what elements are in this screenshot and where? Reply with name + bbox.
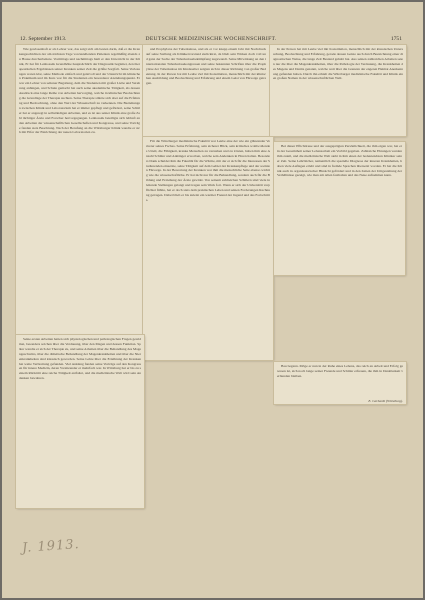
column-text: Bei dieser Pflichttreue und der ausgeprägten Persönlichkeit, die ihm eigen war, hat er in der Gesamtheit seiner Lebensarbeit ein Vorbild gegeben. Zahlreiche Ehrungen wurden ihm zuteil, und die medizinische Welt sieht in ihm einen der bedeutendsten Kliniker seiner Zeit. Seine Lehrbücher, namentlich die spezielle Diagnose der inneren Krankheiten, haben viele Auflagen erlebt und sind in fremde Sprachen übersetzt worden. Er hat die Klinik auch in organisatorischer Hinsicht gefördert und in den Zeiten der Umgestaltung der Verhältnisse gezeigt, wie man am Alten festhalten und das Neue aufnehmen kann.: [277, 144, 402, 178]
column-text: In der Person hat mit Leube viel mit Konstitution, menschlich mit der klassischen Untersuchung, Beobachtung und Erfahrung, gerade dessen Geiste auch durch Bezeichnung einer diagnostischen Weise, die lange Zeit Bestand gehabt hat. Aus seinen zahlreichen Arbeiten seien nur die über die Magenkrankheiten, über die Pathologie der Verdauung, die Krankheiten des Magens und Darms genannt, welche weit über die Grenzen der engeren Heimat Anerkennung gefunden haben. Durch ihn erhielt die Würzburger medizinische Fakultät und Klinik einen großen Namen in der wissenschaftlichen Welt.: [273, 47, 403, 81]
column-text: und Prophylaxe der Tuberkulose, und als er vor knapp einem Jahr mit Nachdruck auf seine Stellung als Klinikervorstand zurücktrat, da blieb sein Wirken doch voll und ganz der Sache der Tuberkulosebekämpfung zugewandt. Seine Mitwirkung an den internationalen Tuberkulosekongressen und seine bekannten Schriften über die Prophylaxe der Tuberkulose im Kindesalter zeigten sich in dieser Richtung von großer Bedeutung. In der Person bot mit Leube viel mit Konstitution, menschlich mit der klinischen Ausbildung und Beobachtung und Erfahrung und einem Geist von Fürsorge getragen.: [146, 47, 266, 86]
column-clipping-4: [143, 137, 273, 360]
mounting-sheet: [2, 2, 423, 598]
column-text: Wie gewissenhaft er als Lehrer war, das zeigt sich am besten darin, daß er die Krankengeschichten der am nächsten Tage vorzustellenden Patienten regelmäßig abends zu Hause durcharbeitete. Vormittags und nachmittags hielt er den Unterricht in der Klinik, Er hat für Lenhossék Grundhöhe hauptsächlich der Diagnostik begleitet, den therapeutischen Ergebnissen seiner Kranken seiner Zeit die größte Sorgfalt. Seine Vorlesungen waren klar, seine Methode einfach und geistvoll und der Unterricht im klinischen Praktikum und im Kurs war für die Studenten ein besonderer Anziehungspunkt. Er war ein Lehrer von seltener Begabung, dem die Studenten mit großer Liebe und Verehrung anhingen, und Schule gemacht hat auch seine akademische Tätigkeit, als dessen Ausdruck eine lange Reihe von Arbeiten hervorging, welche in klinischer Beobachtung die Grundlage der Therapie suchten. Seine Therapie stützte sich aber auf die Erfahrung und Beobachtung, ohne den Wert der Wissenschaft zu verkennen. Die Beziehungen zwischen Klinik und Laboratorium hat er immer gepflegt und gefördert, seine Schüler hat er angeregt in selbständigen Arbeiten, und es ist aus seiner Klinik eine große Zahl tüchtiger Ärzte und Forscher hervorgegangen. Lenhossék beteiligte sich lebhaft an den Arbeiten der wissenschaftlichen Gesellschaften und Kongresse, und seine Vorträge fanden stets Beachtung. Nach der Berufung an die Würzburger Klinik wandte er sich mit Eifer der Einrichtung der neuen Laboratorien zu.: [19, 47, 140, 135]
column-clipping-3: [270, 45, 406, 136]
author-signature: E. Gerhardt (Würzburg).: [368, 399, 403, 403]
header-journal: DEUTSCHE MEDIZINISCHE WOCHENSCHRIFT.: [145, 36, 277, 42]
page-header: [16, 34, 406, 45]
header-page-number: 1751: [390, 36, 402, 42]
column-text: Für die Würzburger medizinische Fakultät war Leube eine der wie ein glänzender Vertreter seines Faches. Seine Erfahrung, sein sicherer Blick, sein kritisches wohlwollendes Urteil, die Fähigkeit, kranke Menschen zu verstehen und zu trösten, haben ihm eine Anzahl Schüler und Anhänger erworben, welche sein Andenken in Ehren halten. Besonders Dank schuldet ihm die Fakultät für die Wärme, mit der er sich für die Interessen der Studierenden einsetzte, seine Tätigkeit auf dem Gebiet der Krankenpflege und der sozialen Fürsorge. In der Bewertung der Kranken war ihm die menschliche Seite ebenso wichtig wie die wissenschaftliche. Er hat nicht nur für die Behandlung, sondern auch für die Bildung und Erziehung der Ärzte gewirkt. Von seinem zahlreichen Schülern sind viele in leitende Stellungen gelangt und tragen sein Werk fort. Wenn er sich der Universität verpflichtet fühlte, hat er doch stets dem praktischen Leben und seinen Forderungen Rechnung getragen. Dabei blieb er bis zuletzt ein warmer Freund der Jugend und des Fortschritts.: [146, 139, 270, 202]
column-clipping-1: [16, 45, 143, 334]
column-clipping-5: [274, 142, 405, 275]
column-text: Bau begann. Möge er nun in der Ruhe eines Lebens, das reich an Arbeit und Erfolg gewesen ist, sich noch lange seiner Freunde und Schüler erfreuen, die ihm in Dankbarkeit verbunden bleiben.: [277, 364, 403, 378]
column-text: Seine ersten Arbeiten hatten sich physiologischen und pathologischen Fragen gewidmet, besonders solchen über die Verdauung, über den Magen und dessen Funktion. Später wandte er sich der Therapie zu, und seine Arbeiten über die Behandlung des Magengeschwürs, über die diätetische Behandlung der Magenkrankheiten und über die Nierenkrankheiten sind klassisch geworden. Seine Lehre über die Ernährung der Kranken hat weite Verbreitung gefunden. Viel Anklang fanden seine Vorträge auf den Kongressen für innere Medizin, deren Vorsitzender er mehrfach war. In Würzburg hat er bis zu seinem Rücktritt eine reiche Tätigkeit entfaltet, und die medizinische Welt wird sein Andenken bewahren.: [19, 337, 141, 381]
pencil-annotation: J. 1913.: [21, 537, 81, 556]
column-clipping-2: [143, 45, 269, 136]
header-date: 12. September 1913.: [20, 36, 67, 42]
column-clipping-6: [16, 335, 144, 508]
column-clipping-7: [274, 362, 406, 404]
